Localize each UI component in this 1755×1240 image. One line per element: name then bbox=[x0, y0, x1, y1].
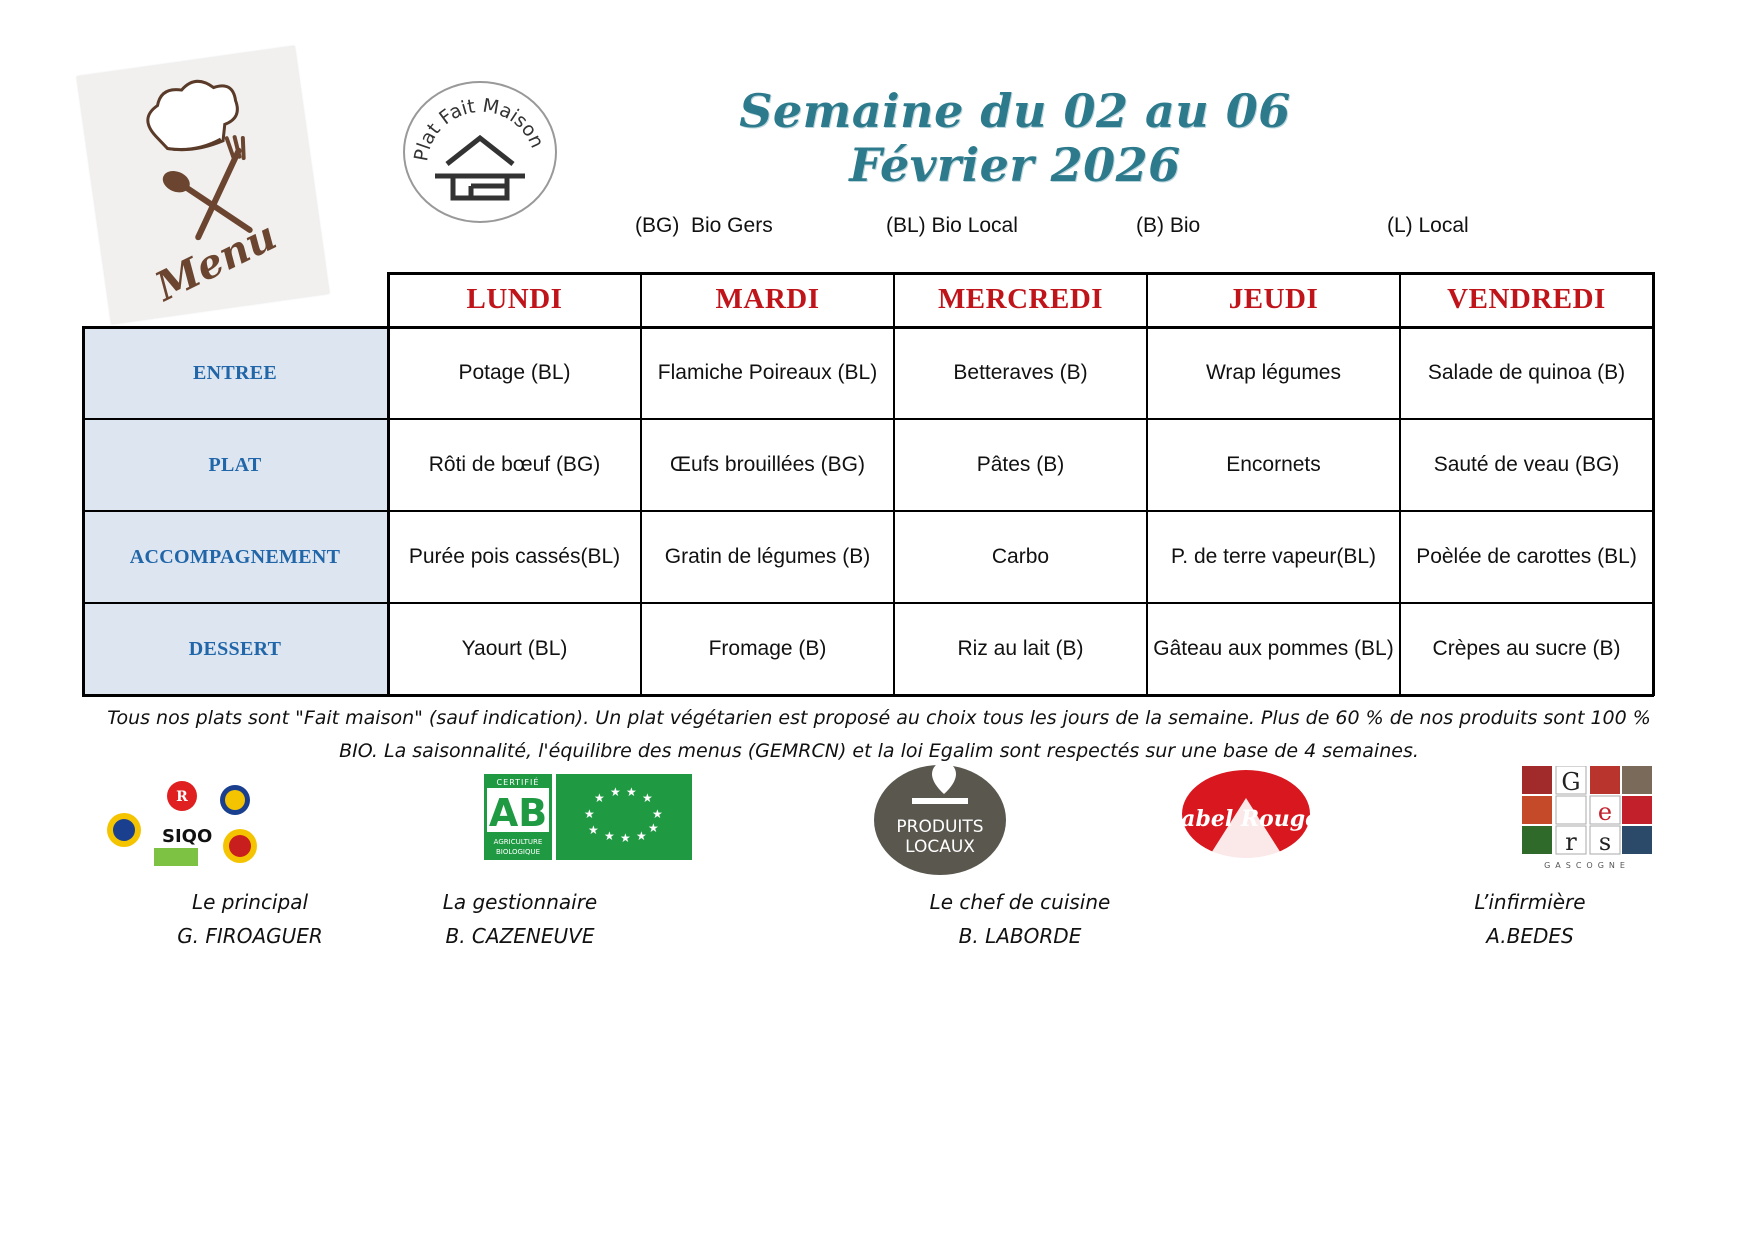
menu-cell: Poèlée de carottes (BL) bbox=[1416, 545, 1637, 568]
fait-maison-logo bbox=[401, 80, 559, 224]
table-grid-line bbox=[1399, 272, 1401, 695]
siqo-text: SIQO bbox=[162, 826, 213, 847]
menu-note-line-2: BIO. La saisonnalité, l'équilibre des menus (GEMRCN) et la loi Egalim sont respectés sur une base de 4 semaines. bbox=[339, 740, 1419, 762]
day-header: JEUDI bbox=[1228, 283, 1319, 315]
label-rouge-text: label Rouge bbox=[1178, 806, 1316, 832]
svg-text:★: ★ bbox=[594, 791, 605, 805]
fait-maison-text: Plat Fait Maison bbox=[410, 94, 549, 163]
svg-text:★: ★ bbox=[626, 785, 637, 799]
signature-role-principal: Le principal bbox=[191, 890, 308, 914]
menu-cell: Riz au lait (B) bbox=[957, 637, 1084, 660]
svg-text:★: ★ bbox=[588, 823, 599, 837]
day-header: MERCREDI bbox=[937, 283, 1104, 315]
svg-text:★: ★ bbox=[648, 821, 659, 835]
svg-text:R: R bbox=[176, 789, 188, 805]
signature-role-infirmiere: L’infirmière bbox=[1474, 890, 1586, 914]
signature-name-principal: G. FIROAGUER bbox=[177, 924, 323, 948]
eurofeuille-small-icon bbox=[154, 848, 198, 866]
table-grid-line bbox=[82, 326, 1654, 329]
menu-cell: Gâteau aux pommes (BL) bbox=[1153, 637, 1394, 660]
table-grid-line bbox=[1146, 272, 1148, 695]
menu-cell: Wrap légumes bbox=[1205, 361, 1341, 384]
chef-hat-cutlery-icon bbox=[77, 46, 330, 324]
gers-letter-r: r bbox=[1565, 828, 1577, 856]
menu-cell: P. de terre vapeur(BL) bbox=[1170, 545, 1377, 568]
svg-text:★: ★ bbox=[604, 829, 615, 843]
table-grid-line bbox=[387, 272, 1654, 275]
table-grid-line bbox=[1652, 272, 1655, 696]
eurofeuille-icon bbox=[556, 774, 692, 860]
legend-bio: (B) Bio bbox=[1136, 214, 1201, 237]
menu-cell: Œufs brouillées (BG) bbox=[670, 453, 865, 476]
menu-cell: Flamiche Poireaux (BL) bbox=[657, 361, 878, 384]
day-header: MARDI bbox=[715, 283, 820, 315]
ab-caption-2: BIOLOGIQUE bbox=[495, 848, 541, 856]
igp-icon bbox=[107, 813, 141, 847]
table-grid-line bbox=[387, 272, 390, 696]
produits-locaux-text-1: PRODUITS bbox=[896, 817, 984, 837]
label-rouge-small-icon bbox=[167, 781, 197, 811]
svg-text:★: ★ bbox=[610, 785, 621, 799]
produits-locaux-logo bbox=[872, 764, 1008, 880]
menu-cell: Encornets bbox=[1226, 453, 1321, 476]
legend-bio-local: (BL) Bio Local bbox=[886, 214, 1018, 237]
menu-cell: Purée pois cassés(BL) bbox=[408, 545, 621, 568]
svg-text:★: ★ bbox=[652, 807, 663, 821]
table-grid-line bbox=[82, 418, 1653, 420]
stg-icon bbox=[223, 829, 257, 863]
signature-role-gestionnaire: La gestionnaire bbox=[442, 890, 598, 914]
page-title: Semaine du 02 au 06 Février 2026 bbox=[739, 84, 1291, 192]
label-rouge-logo bbox=[1178, 768, 1316, 868]
svg-text:★: ★ bbox=[636, 829, 647, 843]
ab-logo bbox=[484, 774, 692, 864]
legend-bio-gers: (BG) Bio Gers bbox=[635, 214, 773, 237]
gers-gascogne-logo bbox=[1522, 766, 1654, 874]
signature-name-gestionnaire: B. CAZENEUVE bbox=[445, 924, 595, 948]
ab-letters: AB bbox=[488, 791, 548, 835]
row-header: ENTREE bbox=[82, 327, 388, 419]
row-header: ACCOMPAGNEMENT bbox=[82, 511, 388, 603]
menu-cell: Gratin de légumes (B) bbox=[664, 545, 871, 568]
day-header: VENDREDI bbox=[1447, 283, 1606, 315]
menu-cell: Carbo bbox=[991, 545, 1050, 568]
menu-cell: Crèpes au sucre (B) bbox=[1432, 637, 1621, 660]
menu-cell: Rôti de bœuf (BG) bbox=[428, 453, 601, 476]
signature-name-infirmiere: A.BEDES bbox=[1486, 924, 1574, 948]
table-grid-line bbox=[82, 602, 1653, 604]
gers-letter-s: s bbox=[1598, 828, 1612, 856]
day-header: LUNDI bbox=[466, 283, 563, 315]
menu-cell: Pâtes (B) bbox=[976, 453, 1065, 476]
gers-letter-g: G bbox=[1561, 768, 1581, 796]
gascogne-text: GASCOGNE bbox=[1544, 861, 1630, 870]
row-header: PLAT bbox=[82, 419, 388, 511]
siqo-logo bbox=[104, 766, 284, 870]
table-grid-line bbox=[893, 272, 895, 695]
menu-note bbox=[84, 702, 1674, 768]
menu-cell: Betteraves (B) bbox=[953, 361, 1088, 384]
produits-locaux-text-2: LOCAUX bbox=[905, 837, 975, 857]
menu-cell: Sauté de veau (BG) bbox=[1433, 453, 1620, 476]
ab-caption-1: AGRICULTURE bbox=[493, 838, 543, 846]
table-grid-line bbox=[82, 326, 85, 696]
table-grid-line bbox=[640, 272, 642, 695]
gers-letter-e: e bbox=[1597, 798, 1613, 826]
table-grid-line bbox=[82, 510, 1653, 512]
svg-text:★: ★ bbox=[620, 831, 631, 845]
row-header: DESSERT bbox=[82, 603, 388, 695]
menu-cell: Salade de quinoa (B) bbox=[1427, 361, 1626, 384]
table-grid-line bbox=[82, 694, 1654, 697]
menu-cell: Potage (BL) bbox=[458, 361, 571, 384]
menu-logo-text: Menu bbox=[148, 212, 284, 311]
signature-role-chef: Le chef de cuisine bbox=[929, 890, 1111, 914]
legend-local: (L) Local bbox=[1387, 214, 1469, 237]
aop-icon bbox=[220, 785, 250, 815]
svg-text:★: ★ bbox=[642, 791, 653, 805]
menu-cell: Fromage (B) bbox=[708, 637, 827, 660]
menu-logo bbox=[77, 46, 330, 324]
menu-note-line-1: Tous nos plats sont "Fait maison" (sauf indication). Un plat végétarien est proposé au choix tous les jours de la semaine. Plus de 60 % de nos produits sont 100 % bbox=[107, 707, 1651, 729]
svg-text:★: ★ bbox=[584, 807, 595, 821]
menu-cell: Yaourt (BL) bbox=[461, 637, 568, 660]
ab-certifie-text: CERTIFIÉ bbox=[496, 778, 540, 787]
signature-name-chef: B. LABORDE bbox=[958, 924, 1082, 948]
